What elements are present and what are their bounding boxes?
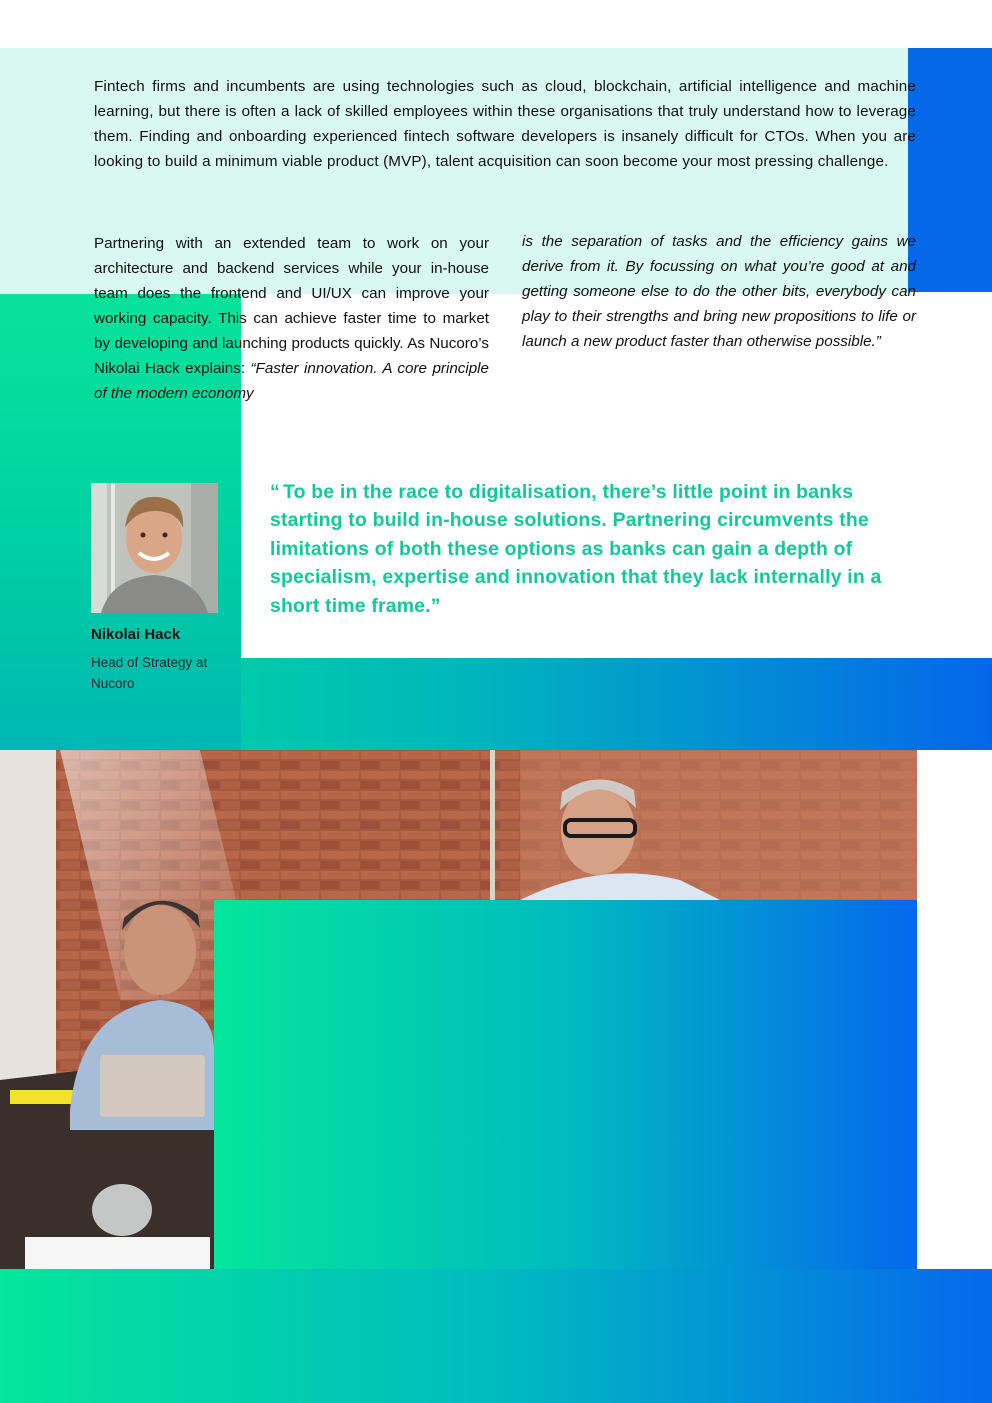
quote-open-mark: “ bbox=[270, 481, 280, 503]
blue-accent-bar bbox=[908, 48, 992, 292]
pull-quote bbox=[270, 478, 920, 620]
gradient-panel-center bbox=[214, 900, 917, 1269]
pull-quote-text: To be in the race to digitalisation, there’s little point in banks starting to build in-house solutions. Partnering circumvents the limitations of both these options as banks can gain a depth of specialism, expertise and innovation that they lack internally in a short time frame.” bbox=[270, 481, 882, 617]
quote-text-start: “Faster innovation. A core principle of the modern economy bbox=[94, 360, 489, 402]
portrait-photo bbox=[91, 483, 218, 613]
gradient-band-bottom bbox=[0, 1269, 992, 1403]
person-role: Head of Strategy at Nucoro bbox=[91, 655, 208, 691]
intro-paragraph: Fintech firms and incumbents are using technologies such as cloud, blockchain, artificial intelligence and machine learning, but there is often a lack of skilled employees within these organisations that truly understand how to leverage them. Finding and onboarding experienced fintech software developers is insanely difficult for CTOs. When you are looking to build a minimum viable product (MVP), talent acquisition can soon become your most pressing challenge. bbox=[94, 78, 916, 170]
body-left-column bbox=[94, 231, 489, 406]
person-name: Nikolai Hack bbox=[91, 626, 181, 643]
body-text: Partnering with an extended team to work on your architecture and backend services while your in-house team does the frontend and UI/UX can improve your working capacity. This can achieve faster time to market by developing and launching products quickly. As Nucoro’s Nikolai Hack explains: bbox=[94, 235, 489, 377]
body-right-column: is the separation of tasks and the efficiency gains we derive from it. By focussing on what you’re good at and getting someone else to do the other bits, everybody can play to their strengths and bring new propositions to life or launch a new product faster than otherwise possible.” bbox=[522, 233, 916, 350]
